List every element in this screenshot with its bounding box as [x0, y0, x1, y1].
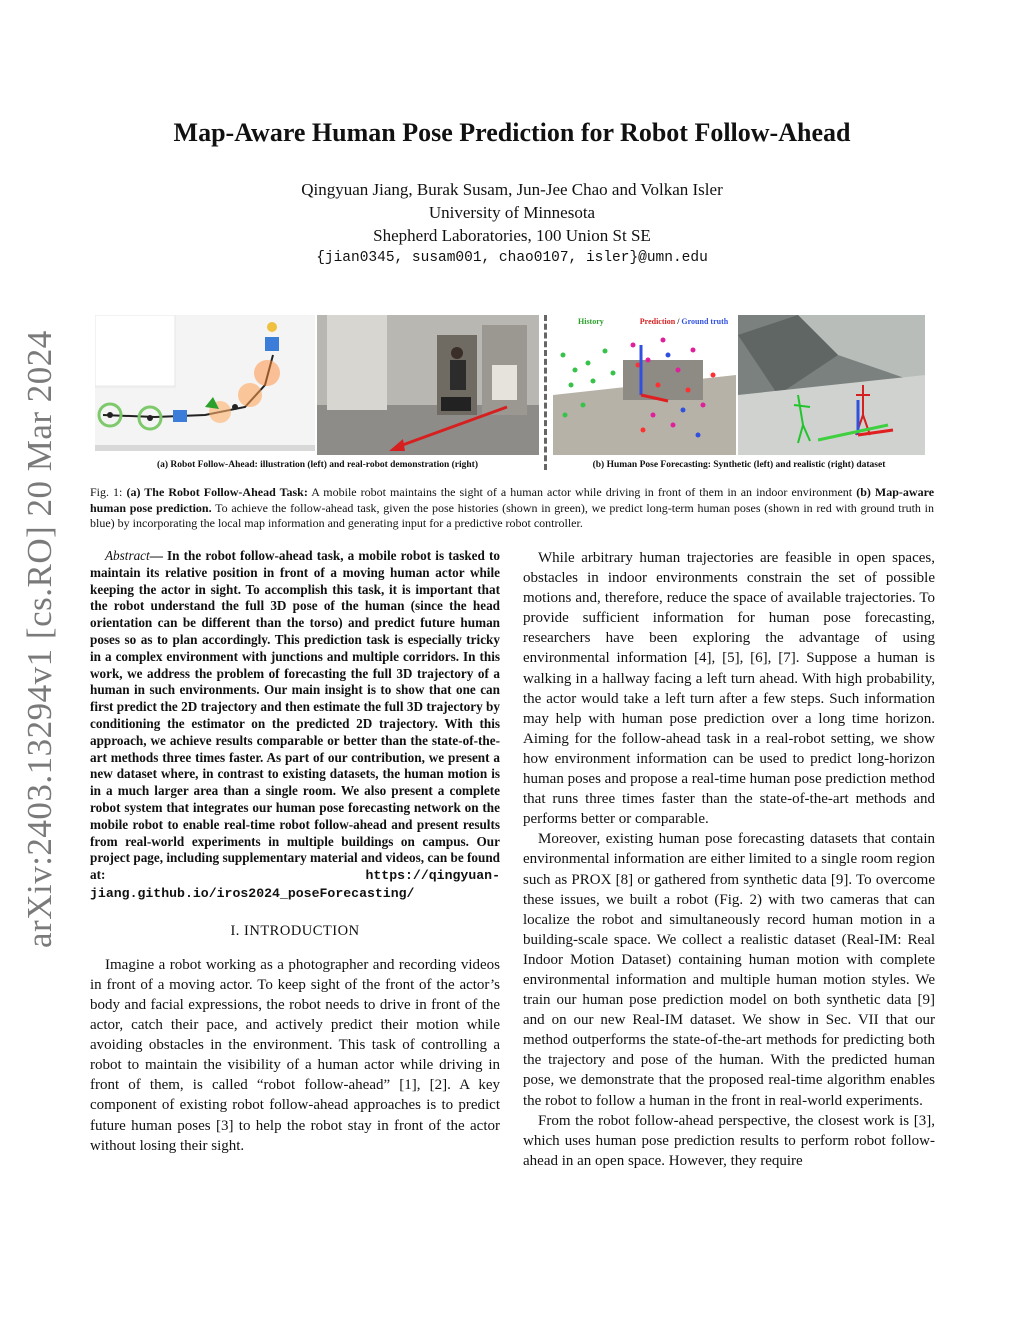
- left-column: [90, 548, 500, 1156]
- abstract-dash: —: [149, 548, 168, 563]
- author-names: Qingyuan Jiang, Burak Susam, Jun-Jee Chao and Volkan Isler: [301, 180, 723, 199]
- synthetic-dataset-panel: [553, 315, 736, 455]
- abstract: [90, 548, 500, 903]
- realistic-dataset-panel: [738, 315, 925, 455]
- legend-prediction: Prediction: [639, 317, 676, 326]
- author-email: {jian0345, susam001, chao0107, isler}@umn.edu: [316, 250, 708, 266]
- section-heading-introduction: I. INTRODUCTION: [230, 922, 360, 939]
- illustration-panel: [95, 315, 315, 455]
- right-paragraph-2: Moreover, existing human pose forecasting datasets that contain environmental information are either limited to a single room region such as PROX [8] or gathered from synthetic data [9]. To overcome these issues, we built a robot (Fig. 2) with two cameras that can localize the robot and simultaneously record human motion in a building-scale space. We collect a realistic dataset (Real-IM: Real Indoor Motion Dataset) containing human motion with complete environmental information and multiple human motion styles. We train our human pose prediction model on both synthetic data [9] and on our new Real-IM dataset. We show in Sec. VII that our method outperforms the state-of-the-art methods for predicting both the trajectory and pose of the human. With the predicted human pose, we demonstrate that the proposed real-time algorithm enables the robot to follow a human in the front in real-world experiments.: [523, 831, 935, 1109]
- figure-1: [95, 315, 925, 475]
- abstract-text: In the robot follow-ahead task, a mobile robot is tasked to maintain its relative position in front of a moving human actor while keeping the actor in sight. To accomplish this task, it is important that the robot understand the full 3D pose of the human (since the head orientation can be different than the torso) and predict future human poses so as to plan accordingly. This prediction task is especially tricky in a complex environment with junctions and multiple corridors. In this work, we address the problem of forecasting the full 3D trajectory of a human in such environments. Our main insight is to show that one can first predict the 2D trajectory and then estimate the full 3D trajectory by conditioning the estimator on the predicted 2D trajectory. With this approach, we achieve results comparable or better than the state-of-the-art methods three times faster. As part of our contribution, we present a new dataset where, in contrast to existing datasets, the human motion is in a much larger area than a single room. We also present a complete robot system that integrates our human pose forecasting network on the mobile robot to enable real-time robot follow-ahead and present results from real-world experiments in multiple buildings on campus. Our project page, including supplementary material and videos, can be found at:: [90, 548, 500, 883]
- legend-ground-truth: Ground truth: [681, 317, 729, 326]
- right-paragraph-3: From the robot follow-ahead perspective, the closest work is [3], which uses human pose prediction results to perform robot follow-ahead in an open space. However, they require: [523, 1112, 935, 1169]
- arxiv-identifier: arXiv:2403.13294v1 [cs.RO] 20 Mar 2024: [20, 330, 59, 948]
- caption-a-title: (a) The Robot Follow-Ahead Task:: [126, 485, 308, 499]
- caption-b-text: To achieve the follow-ahead task, given the pose histories (shown in green), we predict long-term human poses (shown in red with ground truth in blue) by incorporating the local map information and generating input for a predictive robot controller.: [90, 500, 934, 530]
- legend-slash: /: [675, 317, 682, 326]
- project-url[interactable]: https://qingyuan-jiang.github.io/iros2024_poseForecasting/: [90, 868, 500, 901]
- right-paragraph-1: While arbitrary human trajectories are feasible in open spaces, obstacles in indoor environments constrain the set of possible motions and, therefore, reduce the space of available trajectories. To provide sufficient information for human pose forecasting, researchers have been exploring the advantage of using environmental information [4], [5], [6], [7]. Suppose a human is walking in a hallway facing a left turn ahead. With high probability, the actor would take a left turn after a few steps. Such information may help with human pose prediction over a long time horizon. Aiming for the follow-ahead task in a real-robot setting, we show how environment information can be used to predict long-horizon human poses and propose a real-time human pose prediction method that runs three times faster than the state-of-the-art methods and performs better or comparable.: [523, 550, 935, 828]
- right-column: [523, 548, 935, 1171]
- figure-caption: [90, 485, 934, 532]
- figure-divider: [544, 315, 547, 470]
- caption-label: Fig. 1:: [90, 485, 123, 499]
- paper-title: Map-Aware Human Pose Prediction for Robot Follow-Ahead: [173, 118, 851, 147]
- abstract-label: Abstract: [105, 548, 150, 563]
- subcaption-a: (a) Robot Follow-Ahead: illustration (left) and real-robot demonstration (right): [156, 460, 479, 470]
- real-robot-photo: [317, 315, 539, 455]
- author-block: [0, 178, 1024, 270]
- author-address: Shepherd Laboratories, 100 Union St SE: [373, 226, 651, 245]
- caption-a-text: A mobile robot maintains the sight of a human actor while driving in front of them in an indoor environment: [307, 485, 857, 499]
- legend-history: History: [578, 317, 604, 326]
- author-affiliation: University of Minnesota: [428, 203, 596, 222]
- caption-b-title: (b) Map-aware human pose prediction.: [90, 485, 935, 515]
- intro-paragraph-1: Imagine a robot working as a photographer and recording videos in front of a moving actor. To keep sight of the front of the actor’s body and facial expressions, the robot needs to drive in front of the actor, catch their pace, and actively predict their motion while avoiding obstacles in the environment. This task of controlling a robot to maintain the visibility of a human actor while driving in front of them, is called “robot follow-ahead” [1], [2]. A key component of existing robot follow-ahead approaches is to predict future human poses [3] to help the robot stay in front of the actor without losing their sight.: [90, 956, 500, 1154]
- subcaption-b: (b) Human Pose Forecasting: Synthetic (left) and realistic (right) dataset: [592, 460, 886, 470]
